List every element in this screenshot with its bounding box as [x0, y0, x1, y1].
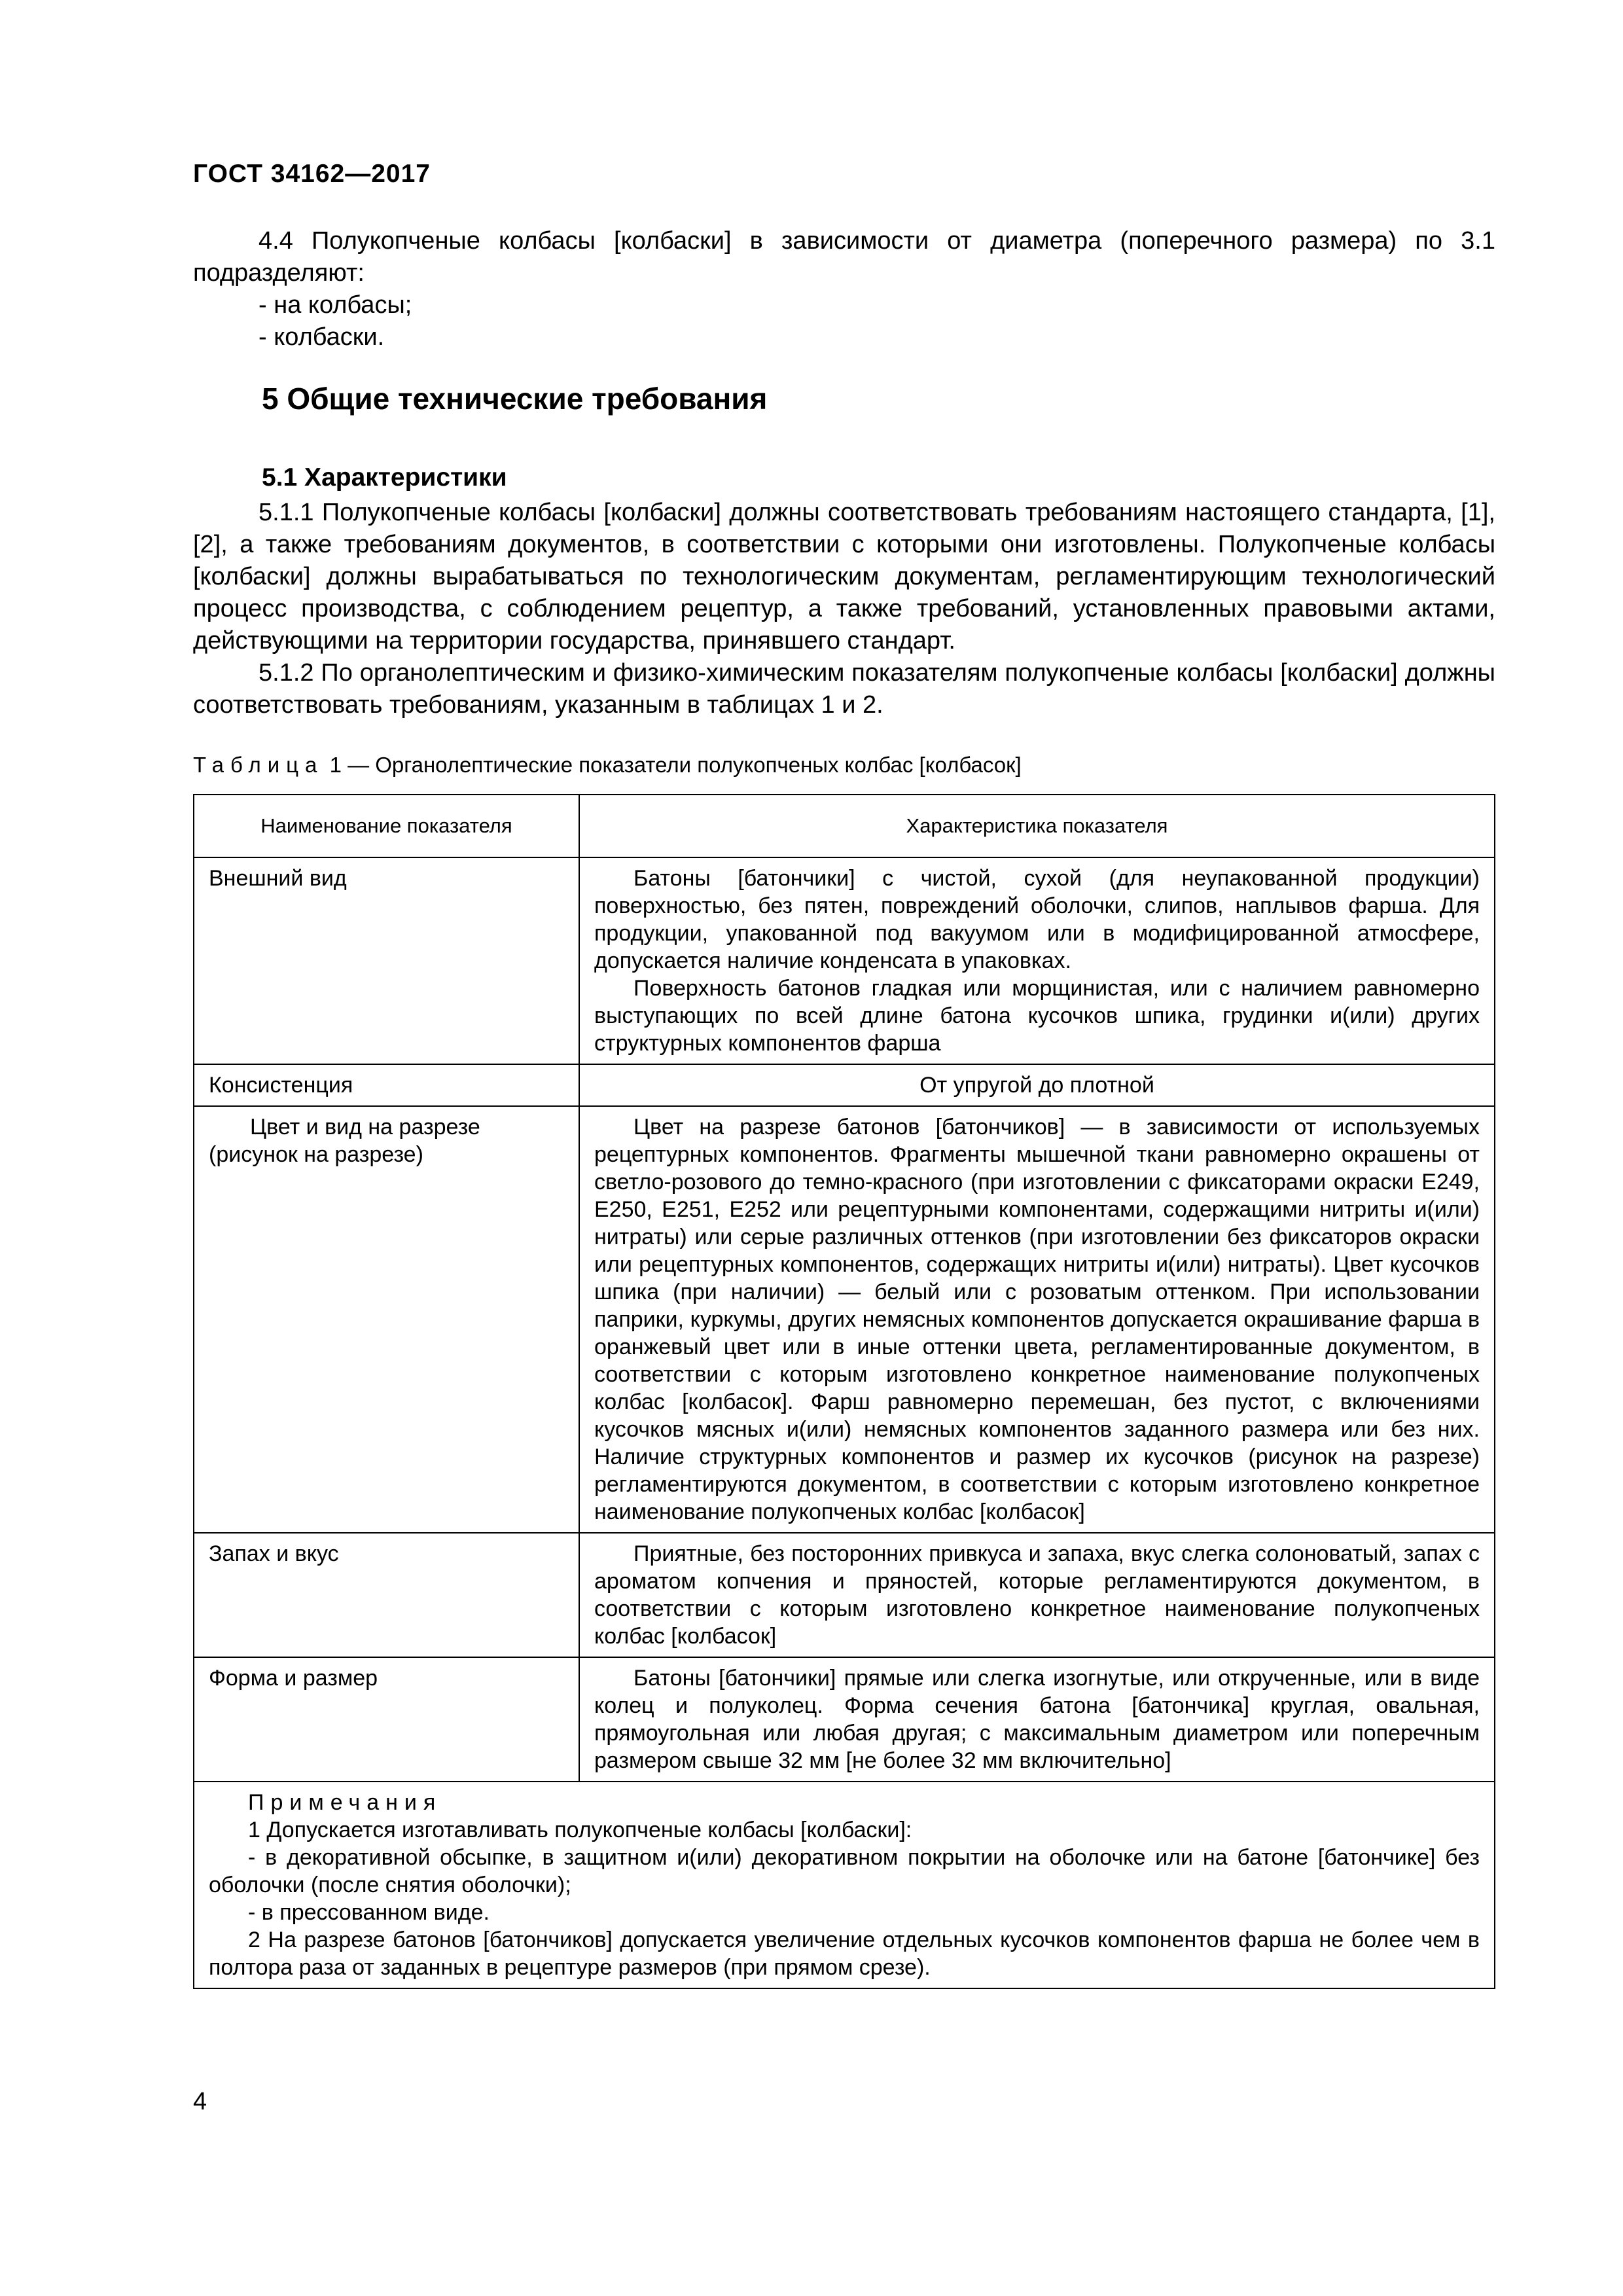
notes-title: Примечания: [248, 1790, 442, 1815]
paragraph-4-4: 4.4 Полукопченые колбасы [колбаски] в зависимости от диаметра (поперечного размера) по 3.1 подразделяют:: [193, 227, 1495, 287]
table-row: [194, 1064, 1495, 1106]
section-5-1-heading: 5.1 Характеристики: [262, 463, 507, 492]
column-header: Характеристика показателя: [579, 795, 1495, 857]
indicator-value: От упругой до плотной: [579, 1064, 1495, 1106]
table-notes-row: [194, 1782, 1495, 1988]
document-header: ГОСТ 34162—2017: [193, 160, 431, 188]
section-5-heading: 5 Общие технические требования: [262, 382, 768, 416]
indicator-name-text: Цвет и вид на разрезе (рисунок на разрезе): [209, 1115, 480, 1167]
paragraph-5-1-2: 5.1.2 По органолептическим и физико-химическим показателям полукопченые колбасы [колбаски] должны соответствовать требованиям, указанным в таблицах 1 и 2.: [193, 659, 1495, 719]
list-item: - на колбасы;: [259, 291, 412, 319]
value-paragraph: Батоны [батончики] прямые или слегка изогнутые, или открученные, или в виде колец и полуколец. Форма сечения батона [батончика] круглая, овальная, прямоугольная или любая другая; с максимальным диаметром или поперечным размером свыше 32 мм [не более 32 мм включительно]: [594, 1666, 1480, 1773]
table-caption-label: Таблица: [193, 753, 324, 777]
note-item: 2 На разрезе батонов [батончиков] допускается увеличение отдельных кусочков компонентов фарша не более чем в полтора раза от заданных в рецептуре размеров (при прямом срезе).: [209, 1928, 1480, 1980]
table-row: [194, 857, 1495, 1064]
table-row: [194, 1533, 1495, 1657]
organoleptic-table: [193, 794, 1495, 1989]
section-5-1-body: [193, 497, 1495, 721]
section-4-4: [193, 225, 1495, 353]
indicator-value: [579, 1657, 1495, 1782]
table-caption: [193, 753, 1022, 778]
table-caption-text: 1 — Органолептические показатели полукопченых колбас [колбасок]: [329, 753, 1022, 777]
value-paragraph: Поверхность батонов гладкая или морщинистая, или с наличием равномерно выступающих по всей длине батона кусочков шпика, грудинки и(или) других структурных компонентов фарша: [594, 976, 1480, 1056]
table-row: [194, 1657, 1495, 1782]
value-paragraph: Приятные, без посторонних привкуса и запаха, вкус слегка солоноватый, запах с ароматом копчения и пряностей, которые регламентируются документом, в соответствии с которым изготовлено конкретное наименование полукопченых колбас [колбасок]: [594, 1541, 1480, 1649]
indicator-name: Внешний вид: [194, 857, 579, 1064]
indicator-value: [579, 1106, 1495, 1533]
paragraph-5-1-1: 5.1.1 Полукопченые колбасы [колбаски] должны соответствовать требованиям настоящего стандарта, [1], [2], а также требованиям документов, в соответствии с которыми они изготовлены. Полукопченые колбасы [колбаски] должны вырабатываться по технологическим документам, регламентирующим технологический процесс производства, с соблюдением рецептур, а также требований, установленных правовыми актами, действующими на территории государства, принявшего стандарт.: [193, 499, 1495, 655]
indicator-name: [194, 1106, 579, 1533]
list-item: - колбаски.: [259, 323, 385, 351]
value-paragraph: Батоны [батончики] с чистой, сухой (для неупакованной продукции) поверхностью, без пятен, повреждений оболочки, слипов, наплывов фарша. Для продукции, упакованной под вакуумом или в модифицированной атмосфере, допускается наличие конденсата в упаковках.: [594, 866, 1480, 973]
note-item: - в прессованном виде.: [248, 1900, 490, 1925]
note-item: 1 Допускается изготавливать полукопченые колбасы [колбаски]:: [248, 1818, 912, 1842]
column-header: Наименование показателя: [194, 795, 579, 857]
indicator-value: [579, 857, 1495, 1064]
table-header-row: [194, 795, 1495, 857]
indicator-name: Запах и вкус: [194, 1533, 579, 1657]
note-item: - в декоративной обсыпке, в защитном и(или) декоративном покрытии на оболочке или на батоне [батончике] без оболочки (после снятия оболочки);: [209, 1845, 1480, 1897]
table-row: [194, 1106, 1495, 1533]
table-notes: [194, 1782, 1495, 1988]
indicator-value: [579, 1533, 1495, 1657]
value-paragraph: Цвет на разрезе батонов [батончиков] — в зависимости от используемых рецептурных компонентов. Фрагменты мышечной ткани равномерно окрашены от светло-розового до темно-красного (при изготовлении с фиксаторами окраски Е249, Е250, Е251, Е252 или рецептурными компонентами, содержащими нитриты и(или) нитраты) или серые различных оттенков (при изготовлении без фиксаторов окраски или рецептурных компонентов, содержащих нитриты и(или) нитраты). Цвет кусочков шпика (при наличии) — белый или с розоватым оттенком. При использовании паприки, куркумы, других немясных компонентов допускается окрашивание фарша в оранжевый цвет или в иные оттенки цвета, регламентированные документом, в соответствии с которым изготовлено конкретное наименование полукопченых колбас [колбасок]. Фарш равномерно перемешан, без пустот, с включениями кусочков мясных и(или) немясных компонентов заданного размера или без них. Наличие структурных компонентов и размер их кусочков (рисунок на разрезе) регламентируются документом, в соответствии с которым изготовлено конкретное наименование полукопченых колбас [колбасок]: [594, 1115, 1480, 1524]
indicator-name: Форма и размер: [194, 1657, 579, 1782]
page-number: 4: [193, 2088, 207, 2115]
indicator-name: Консистенция: [194, 1064, 579, 1106]
